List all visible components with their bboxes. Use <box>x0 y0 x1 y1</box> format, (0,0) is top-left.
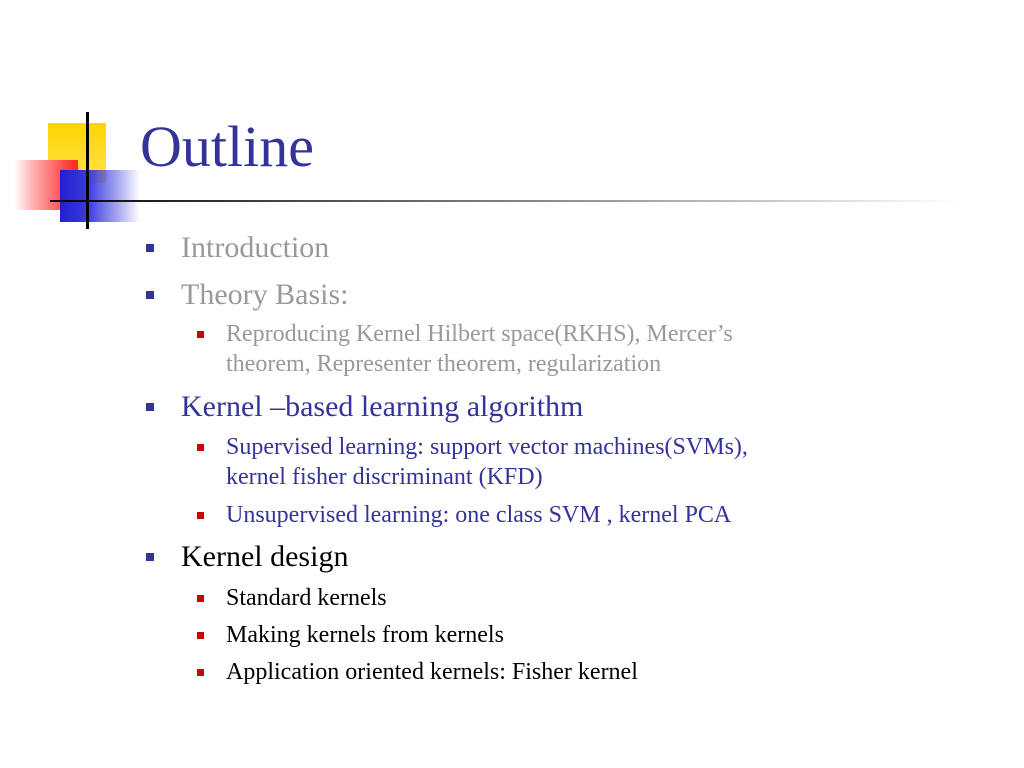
bullet-text: Introduction <box>181 231 330 264</box>
square-bullet-icon <box>197 331 204 338</box>
sub-bullet-text-line1: Supervised learning: support vector machines(SVMs), <box>226 434 748 460</box>
square-bullet-icon <box>197 595 204 602</box>
sub-bullet-text: Making kernels from kernels <box>226 622 504 648</box>
sub-bullet-text-line2: theorem, Representer theorem, regularization <box>226 351 662 377</box>
square-bullet-icon <box>146 291 154 299</box>
blue-square-decoration <box>60 170 140 222</box>
square-bullet-icon <box>146 553 154 561</box>
slide-logo-decoration <box>0 0 160 240</box>
sub-bullet-text-line2: kernel fisher discriminant (KFD) <box>226 464 543 490</box>
square-bullet-icon <box>197 669 204 676</box>
bullet-text: Theory Basis: <box>181 278 349 311</box>
title-underline-rule <box>50 200 962 202</box>
bullet-text: Kernel design <box>181 540 349 573</box>
square-bullet-icon <box>146 403 154 411</box>
square-bullet-icon <box>197 512 204 519</box>
sub-bullet-text-line1: Reproducing Kernel Hilbert space(RKHS), Mercer’s <box>226 321 733 347</box>
sub-bullet-text: Unsupervised learning: one class SVM , kernel PCA <box>226 502 732 528</box>
square-bullet-icon <box>146 244 154 252</box>
vertical-rule <box>86 112 89 229</box>
sub-bullet-text: Application oriented kernels: Fisher kernel <box>226 659 638 685</box>
square-bullet-icon <box>197 632 204 639</box>
bullet-text: Kernel –based learning algorithm <box>181 390 584 423</box>
square-bullet-icon <box>197 444 204 451</box>
slide-title: Outline <box>140 114 314 179</box>
sub-bullet-text: Standard kernels <box>226 585 387 611</box>
